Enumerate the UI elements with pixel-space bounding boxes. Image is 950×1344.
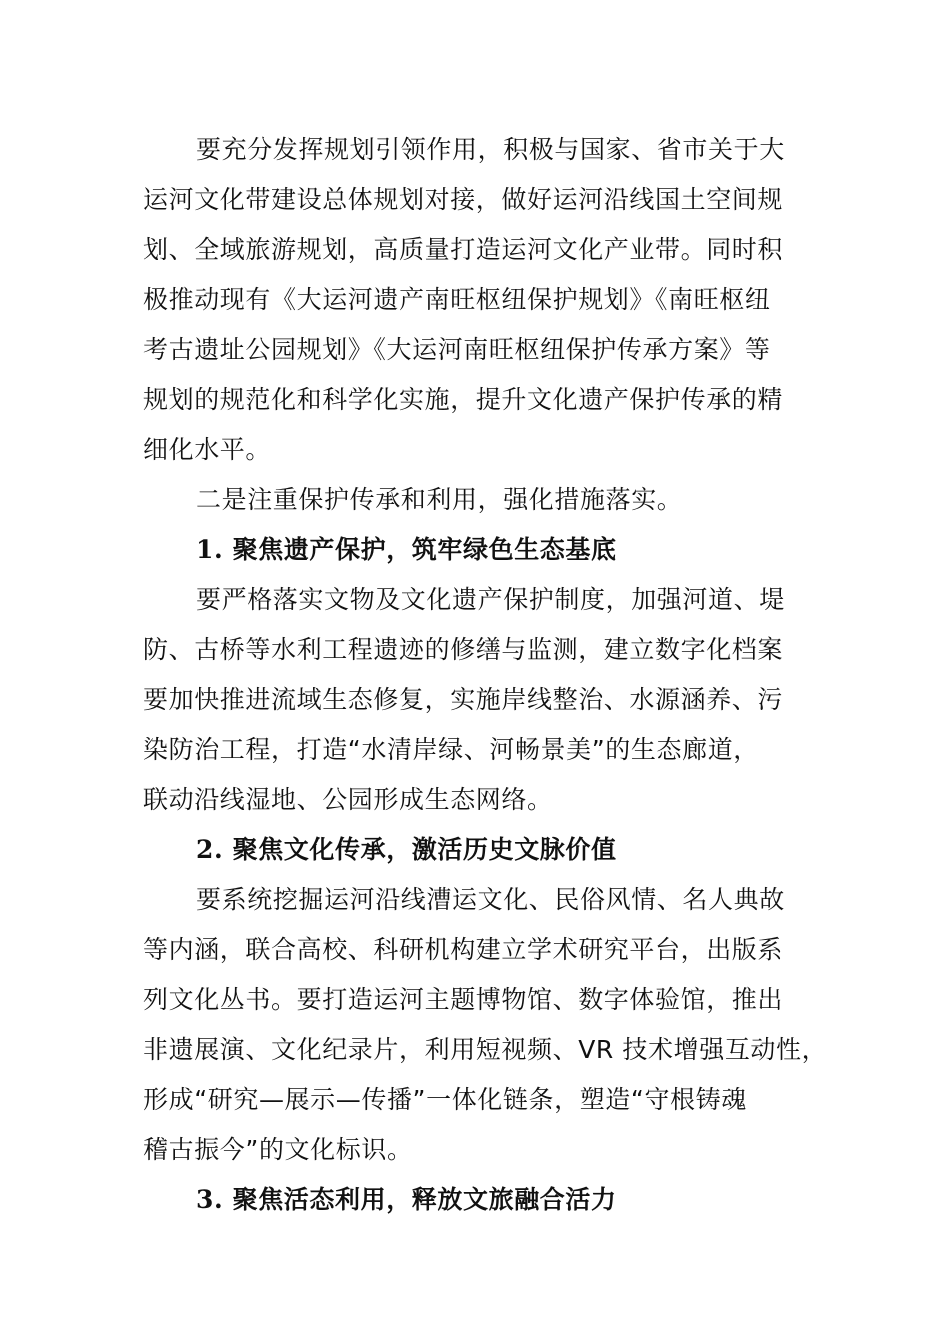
paragraph-4-line-4: 非遗展演、文化纪录片，利用短视频、VR 技术增强互动性，	[143, 1035, 828, 1064]
paragraph-4-line-5: 形成“研究—展示—传播”一体化链条，塑造“守根铸魂	[143, 1085, 747, 1114]
paragraph-1-line-6: 规划的规范化和科学化实施，提升文化遗产保护传承的精	[143, 385, 784, 414]
paragraph-3-line-3: 要加快推进流域生态修复，实施岸线整治、水源涵养、污	[143, 685, 784, 714]
paragraph-4-line-2: 等内涵，联合高校、科研机构建立学术研究平台，出版系	[143, 935, 784, 964]
paragraph-1-line-1: 要充分发挥规划引领作用，积极与国家、省市关于大	[196, 135, 785, 164]
paragraph-1-line-5: 考古遗址公园规划》《大运河南旺枢纽保护传承方案》等	[143, 335, 771, 364]
paragraph-1-line-2: 运河文化带建设总体规划对接，做好运河沿线国土空间规	[143, 185, 784, 214]
section-heading-1: 1. 聚焦遗产保护，筑牢绿色生态基底	[196, 535, 617, 564]
paragraph-1-line-7: 细化水平。	[143, 435, 272, 464]
paragraph-4-line-1: 要系统挖掘运河沿线漕运文化、民俗风情、名人典故	[196, 885, 785, 914]
paragraph-3-line-5: 联动沿线湿地、公园形成生态网络。	[143, 785, 553, 814]
paragraph-3-line-2: 防、古桥等水利工程遗迹的修缮与监测，建立数字化档案	[143, 635, 784, 664]
paragraph-1-line-4: 极推动现有《大运河遗产南旺枢纽保护规划》《南旺枢纽	[143, 285, 771, 314]
paragraph-1-line-3: 划、全域旅游规划，高质量打造运河文化产业带。同时积	[143, 235, 784, 264]
paragraph-4-line-6: 稽古振今”的文化标识。	[143, 1135, 413, 1164]
paragraph-3-line-1: 要严格落实文物及文化遗产保护制度，加强河道、堤	[196, 585, 785, 614]
paragraph-3-line-4: 染防治工程，打造“水清岸绿、河畅景美”的生态廊道，	[143, 735, 759, 764]
paragraph-2-line-1: 二是注重保护传承和利用，强化措施落实。	[196, 485, 683, 514]
section-heading-3: 3. 聚焦活态利用，释放文旅融合活力	[196, 1185, 617, 1214]
paragraph-4-line-3: 列文化丛书。要打造运河主题博物馆、数字体验馆，推出	[143, 985, 784, 1014]
section-heading-2: 2. 聚焦文化传承，激活历史文脉价值	[196, 835, 617, 864]
